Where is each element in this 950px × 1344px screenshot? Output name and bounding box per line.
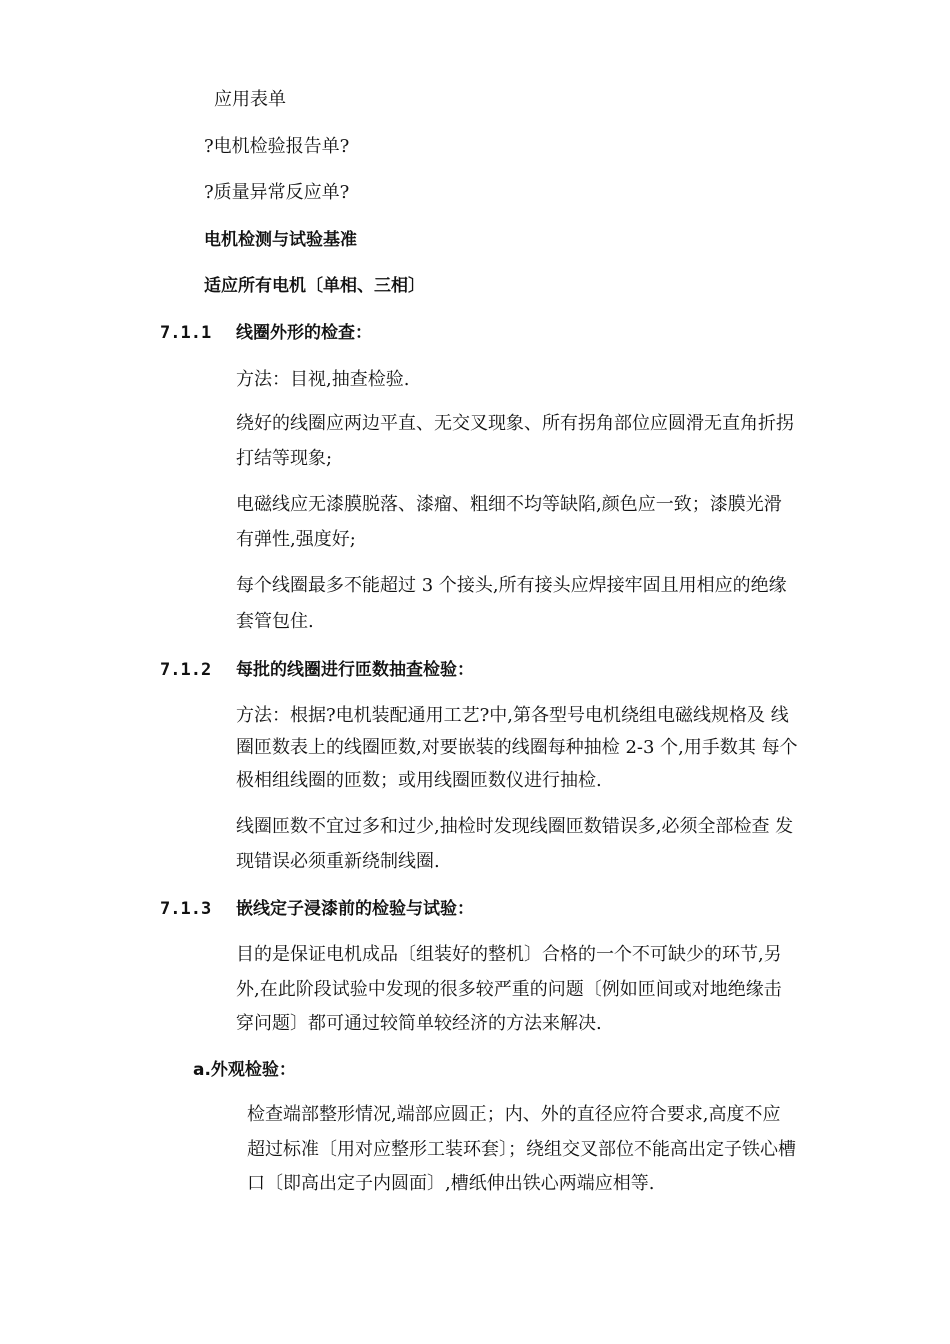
section-711-paragraph-4-cont: 套管包住.: [236, 611, 314, 632]
section-711-method: 方法：目视,抽查检验.: [236, 369, 410, 390]
section-711-paragraph-2: 绕好的线圈应两边平直、无交叉现象、所有拐角部位应圆滑无直角折拐: [236, 413, 794, 434]
section-number-713: 7.1.3: [160, 899, 212, 919]
section-712-method: 方法：根据?电机装配通用工艺?中,第各型号电机绕组电磁线规格及 线: [236, 705, 789, 726]
section-title-713: 嵌线定子浸漆前的检验与试验：: [236, 899, 474, 919]
section-711-paragraph-3: 电磁线应无漆膜脱落、漆瘤、粗细不均等缺陷,颜色应一致；漆膜光滑: [236, 494, 782, 515]
section-712-paragraph-2-cont: 现错误必须重新绕制线圈.: [236, 851, 440, 872]
section-712-method-cont-2: 极相组线圈的匝数；或用线圈匝数仪进行抽检.: [236, 770, 602, 791]
subsection-a-title: a.外观检验：: [193, 1060, 296, 1080]
scope-title: 适应所有电机〔单相、三相〕: [204, 276, 425, 296]
section-712-method-cont-1: 圈匝数表上的线圈匝数,对要嵌装的线圈每种抽检 2-3 个,用手数其 每个: [236, 737, 798, 758]
subsection-a-paragraph: 检查端部整形情况,端部应圆正；内、外的直径应符合要求,高度不应: [247, 1104, 781, 1125]
section-713-purpose-cont-2: 穿问题〕都可通过较简单较经济的方法来解决.: [236, 1013, 602, 1034]
subsection-a-paragraph-cont-2: 口〔即高出定子内圆面〕,槽纸伸出铁心两端应相等.: [247, 1173, 655, 1194]
section-title-711: 线圈外形的检查：: [236, 323, 372, 343]
section-711-paragraph-3-cont: 有弹性,强度好;: [236, 529, 356, 550]
section-title-712: 每批的线圈进行匝数抽查检验：: [236, 660, 474, 680]
section-number-711: 7.1.1: [160, 323, 212, 343]
section-713-purpose-cont-1: 外,在此阶段试验中发现的很多较严重的问题〔例如匝间或对地绝缘击: [236, 979, 782, 1000]
form-item-quality-report: ?质量异常反应单?: [204, 182, 350, 203]
section-number-712: 7.1.2: [160, 660, 212, 680]
forms-heading: 应用表单: [214, 89, 286, 110]
standard-title: 电机检测与试验基准: [204, 230, 357, 250]
form-item-motor-report: ?电机检验报告单?: [204, 136, 350, 157]
section-712-paragraph-2: 线圈匝数不宜过多和过少,抽检时发现线圈匝数错误多,必须全部检查 发: [236, 816, 794, 837]
section-711-paragraph-2-cont: 打结等现象;: [236, 448, 333, 469]
section-711-paragraph-4: 每个线圈最多不能超过 3 个接头,所有接头应焊接牢固且用相应的绝缘: [236, 575, 787, 596]
subsection-a-paragraph-cont-1: 超过标准〔用对应整形工装环套〕；绕组交叉部位不能高出定子铁心槽: [247, 1139, 796, 1160]
section-713-purpose: 目的是保证电机成品〔组装好的整机〕合格的一个不可缺少的环节,另: [236, 944, 782, 965]
